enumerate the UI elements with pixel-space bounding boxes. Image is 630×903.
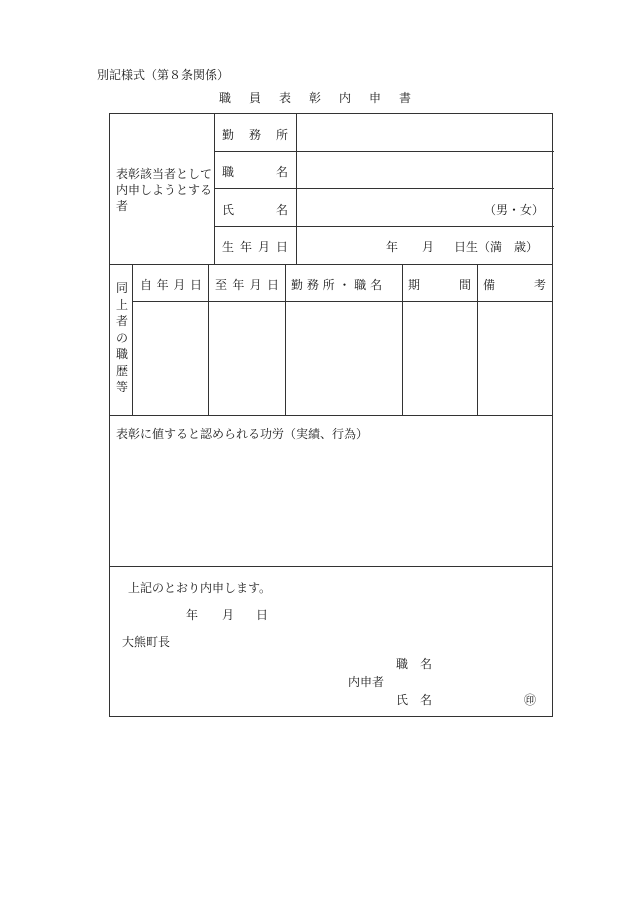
row-divider xyxy=(132,301,552,302)
age-suffix: 歳） xyxy=(514,240,539,254)
section-divider xyxy=(110,566,552,567)
submitter-title-field: 職 名 xyxy=(396,657,433,671)
recipient: 大熊町長 xyxy=(122,635,171,649)
birth-year: 年 xyxy=(386,240,399,254)
col-workplace-position: 勤 務 所 ・ 職 名 xyxy=(291,278,383,292)
col-divider xyxy=(402,264,403,415)
date-year: 年 xyxy=(186,608,199,622)
col-divider xyxy=(214,114,215,264)
col-divider xyxy=(208,264,209,415)
submitter-label: 内申者 xyxy=(348,675,385,689)
row-divider xyxy=(214,226,554,227)
title-char: 内 xyxy=(338,91,351,105)
col-from-date: 自 年 月 日 xyxy=(140,278,202,292)
col-divider xyxy=(132,264,133,415)
col-divider xyxy=(477,264,478,415)
row-divider xyxy=(214,151,554,152)
date-month: 月 xyxy=(222,608,235,622)
col-divider xyxy=(285,264,286,415)
gender-field[interactable]: （男・女） xyxy=(484,203,545,217)
title-char: 申 xyxy=(368,91,381,105)
position-label: 職 名 xyxy=(222,165,288,179)
workplace-label: 勤 務 所 xyxy=(222,128,288,142)
birth-day-age: 日生（満 xyxy=(454,240,503,254)
section-divider xyxy=(110,264,552,265)
form-title xyxy=(0,89,630,106)
date-day: 日 xyxy=(256,608,269,622)
merits-label: 表彰に値すると認められる功労（実績、行為） xyxy=(116,427,369,441)
seal-mark: ㊞ xyxy=(524,693,537,707)
applicant-group-label: 表彰該当者として 内申しようとする 者 xyxy=(116,167,213,213)
submitter-name-field: 氏 名 xyxy=(396,693,433,707)
title-char: 員 xyxy=(248,91,261,105)
col-remarks: 備 考 xyxy=(483,278,546,292)
career-side-label: 同 上 者 の 職 歴 等 xyxy=(115,281,128,394)
title-char: 彰 xyxy=(308,91,321,105)
birth-month: 月 xyxy=(422,240,435,254)
col-period: 期 間 xyxy=(408,278,471,292)
col-divider xyxy=(296,114,297,264)
birthdate-label: 生 年 月 日 xyxy=(222,240,288,254)
title-char: 書 xyxy=(398,91,411,105)
form-label: 別記様式（第８条関係） xyxy=(97,68,230,82)
title-char: 職 xyxy=(218,91,231,105)
row-divider xyxy=(214,188,554,189)
col-to-date: 至 年 月 日 xyxy=(215,278,279,292)
name-label: 氏 名 xyxy=(222,203,288,217)
form-table xyxy=(109,113,553,717)
submission-statement: 上記のとおり内申します。 xyxy=(128,581,272,595)
title-char: 表 xyxy=(278,91,291,105)
section-divider xyxy=(110,415,552,416)
